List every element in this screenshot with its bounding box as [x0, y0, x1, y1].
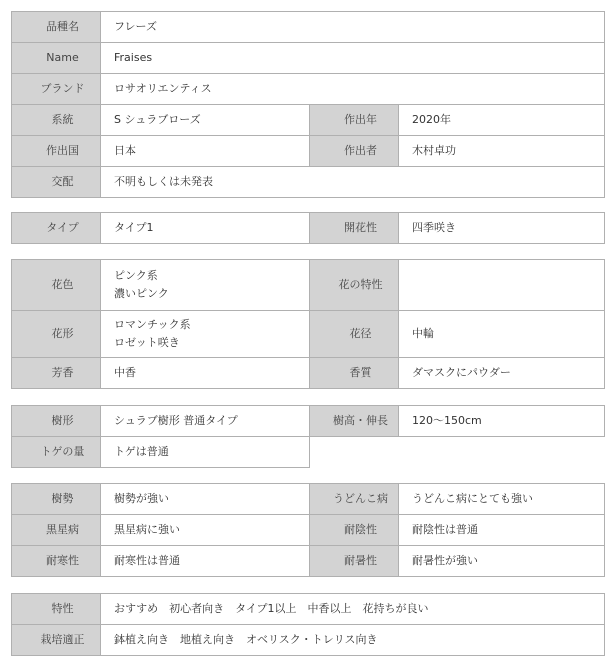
thorns-label: トゲの量: [12, 437, 101, 468]
mildew-value: うどんこ病にとても強い: [399, 484, 605, 515]
cultivation-label: 栽培適正: [12, 625, 101, 656]
flower-shape-line: ロマンチック系: [114, 318, 191, 331]
fragrance-value: 中香: [101, 358, 310, 389]
flower-table: [11, 259, 605, 389]
breeder-label: 作出者: [310, 136, 399, 167]
cold-tolerance-value: 耐寒性は普通: [101, 546, 310, 577]
plant-form-label: 樹形: [12, 406, 101, 437]
name-value: Fraises: [101, 43, 605, 74]
flower-trait-value: [399, 260, 605, 311]
lineage-value: S シュラブローズ: [101, 105, 310, 136]
features-table: [11, 593, 605, 656]
cultivation-value: 鉢植え向き 地植え向き オベリスク・トレリス向き: [101, 625, 605, 656]
flower-color-value: [101, 260, 310, 311]
health-table: [11, 483, 605, 577]
flower-diameter-value: 中輪: [399, 311, 605, 358]
flower-shape-label: 花形: [12, 311, 101, 358]
heat-tolerance-label: 耐暑性: [310, 546, 399, 577]
parentage-value: 不明もしくは未発表: [101, 167, 605, 198]
fragrance-label: 芳香: [12, 358, 101, 389]
flower-trait-label: 花の特性: [310, 260, 399, 311]
flower-color-line: ピンク系: [114, 269, 158, 282]
vigor-value: 樹勢が強い: [101, 484, 310, 515]
blackspot-value: 黒星病に強い: [101, 515, 310, 546]
variety-label: 品種名: [12, 12, 101, 43]
lineage-label: 系統: [12, 105, 101, 136]
brand-label: ブランド: [12, 74, 101, 105]
basic-info-table: [11, 11, 605, 198]
name-label: Name: [12, 43, 101, 74]
flower-color-line: 濃いピンク: [114, 287, 169, 300]
plant-height-value: 120〜150cm: [399, 406, 605, 437]
traits-label: 特性: [12, 594, 101, 625]
scent-label: 香質: [310, 358, 399, 389]
thorns-value: トゲは普通: [101, 437, 310, 468]
plant-height-label: 樹高・伸長: [310, 406, 399, 437]
breeder-value: 木村卓功: [399, 136, 605, 167]
country-label: 作出国: [12, 136, 101, 167]
year-value: 2020年: [399, 105, 605, 136]
flower-color-label: 花色: [12, 260, 101, 311]
traits-value: おすすめ 初心者向き タイプ1以上 中香以上 花持ちが良い: [101, 594, 605, 625]
brand-value: ロサオリエンティス: [101, 74, 605, 105]
type-table: [11, 212, 605, 244]
scent-value: ダマスクにパウダー: [399, 358, 605, 389]
bloom-value: 四季咲き: [399, 213, 605, 244]
type-label: タイプ: [12, 213, 101, 244]
shade-tolerance-value: 耐陰性は普通: [399, 515, 605, 546]
bloom-label: 開花性: [310, 213, 399, 244]
flower-shape-value: [101, 311, 310, 358]
year-label: 作出年: [310, 105, 399, 136]
flower-diameter-label: 花径: [310, 311, 399, 358]
mildew-label: うどんこ病: [310, 484, 399, 515]
parentage-label: 交配: [12, 167, 101, 198]
heat-tolerance-value: 耐暑性が強い: [399, 546, 605, 577]
blackspot-label: 黒星病: [12, 515, 101, 546]
type-value: タイプ1: [101, 213, 310, 244]
vigor-label: 樹勢: [12, 484, 101, 515]
plant-form-value: シュラブ樹形 普通タイプ: [101, 406, 310, 437]
flower-shape-line: ロゼット咲き: [114, 336, 180, 349]
plant-table: [11, 405, 605, 468]
shade-tolerance-label: 耐陰性: [310, 515, 399, 546]
country-value: 日本: [101, 136, 310, 167]
variety-value: フレーズ: [101, 12, 605, 43]
cold-tolerance-label: 耐寒性: [12, 546, 101, 577]
empty-cell: [310, 437, 605, 468]
